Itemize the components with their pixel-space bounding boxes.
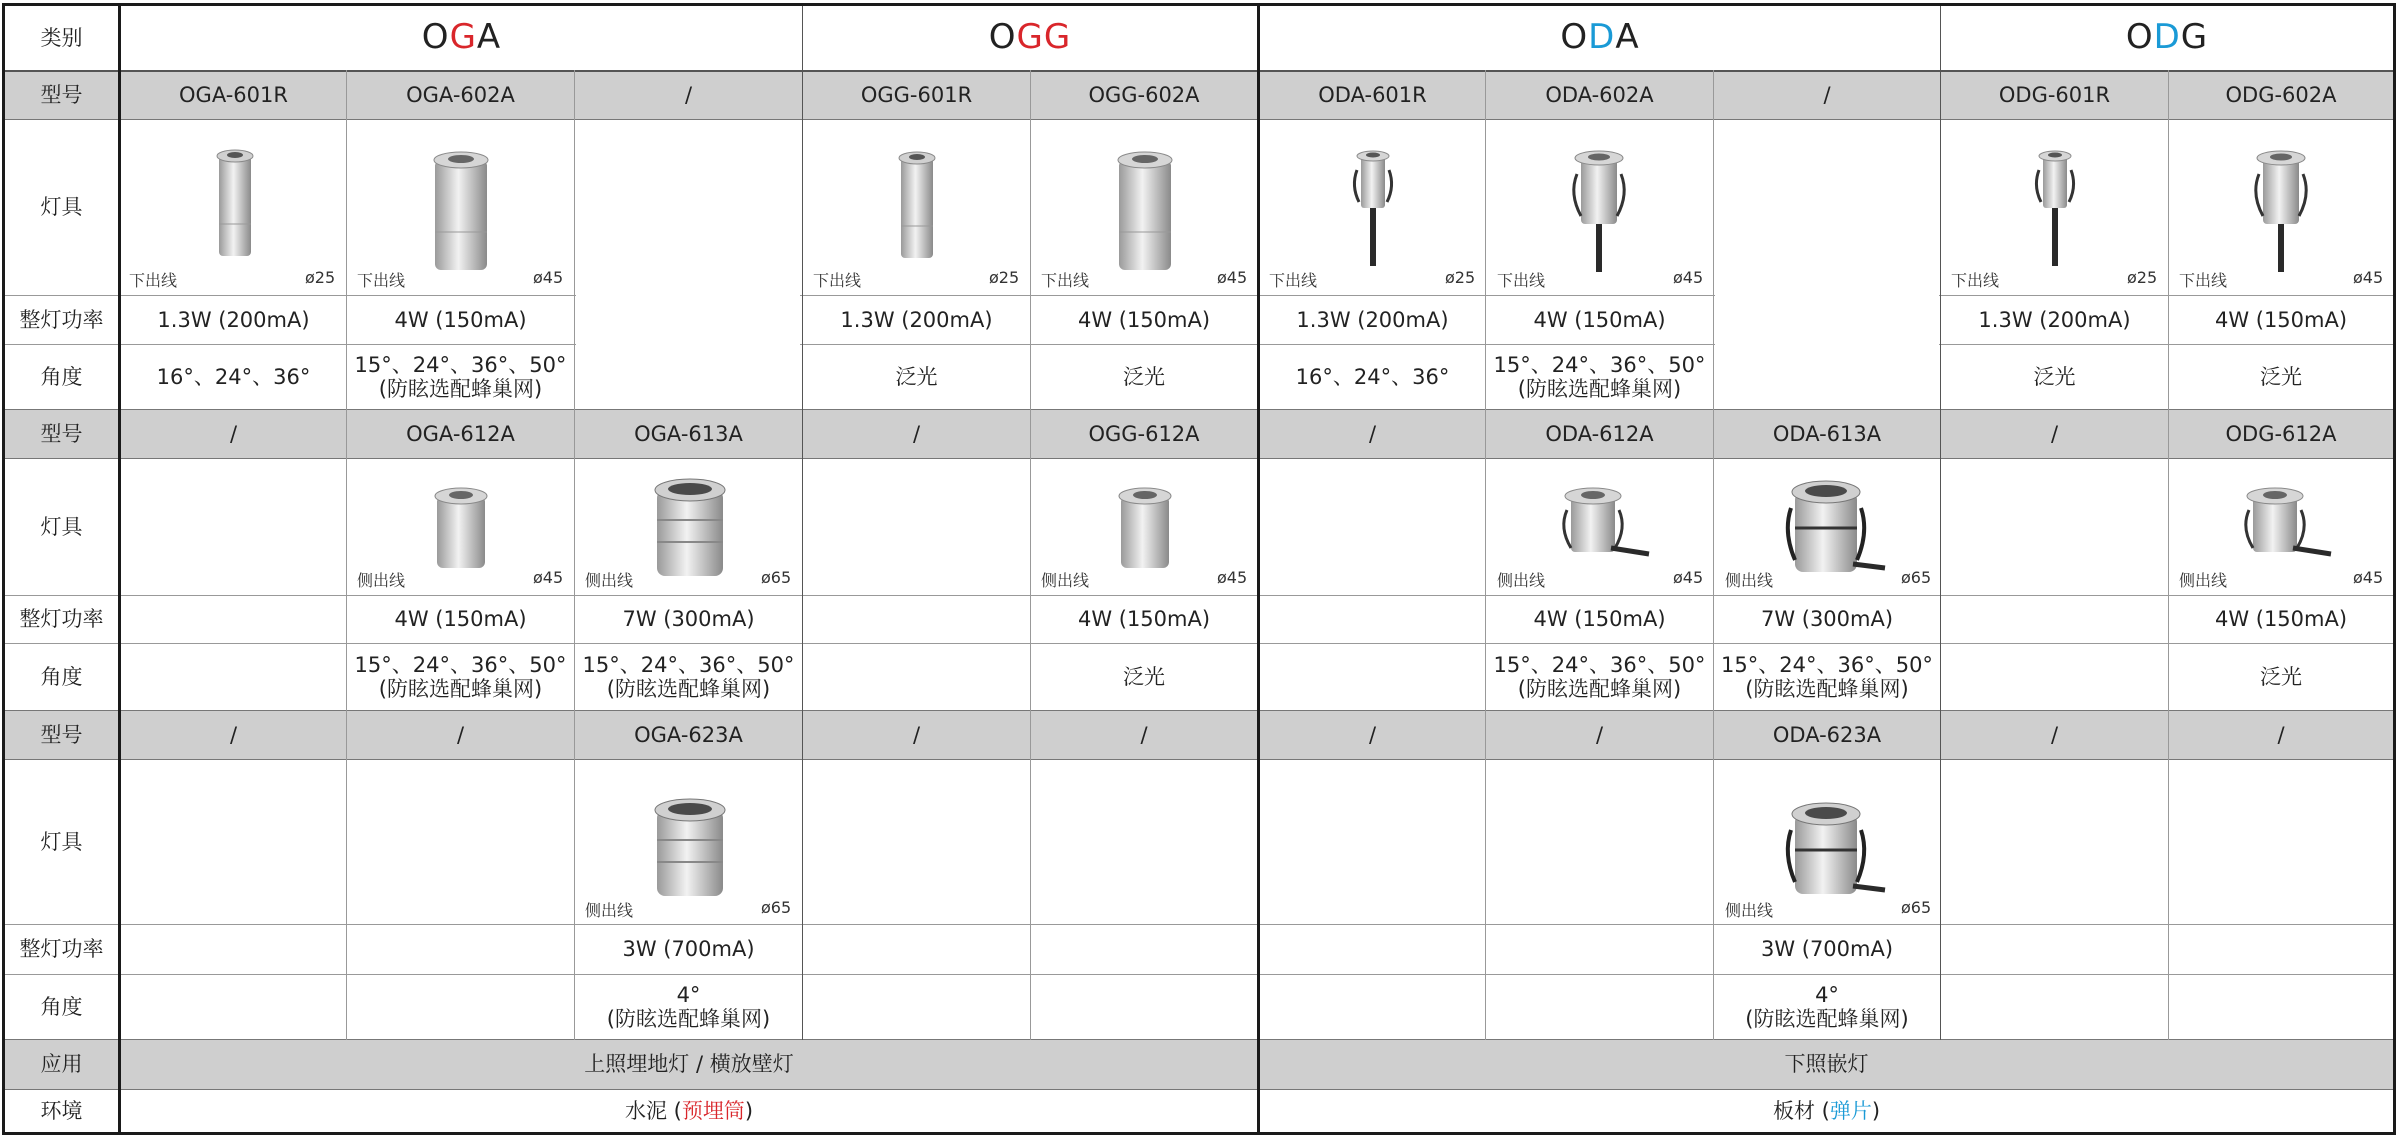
angle-cell: 15°、24°、36°、50° (防眩选配蜂巢网) <box>1721 652 1933 701</box>
angle-cell: 泛光 <box>895 364 938 389</box>
model-cell: ODA-612A <box>1545 421 1654 446</box>
power-cell: 7W (300mA) <box>1760 607 1894 632</box>
model-cell: / <box>1823 83 1831 108</box>
fixture-image <box>1105 146 1185 276</box>
fixture-image <box>1559 146 1639 276</box>
brand-oda: O D A <box>1560 17 1640 58</box>
diameter-label: ø65 <box>761 898 792 917</box>
environment-right: 板材 ( 弹片 ) <box>1772 1098 1881 1123</box>
label-angle: 角度 <box>40 664 83 689</box>
angle-cell: 15°、24°、36°、50° (防眩选配蜂巢网) <box>1493 652 1706 701</box>
outlet-label: 侧出线 <box>1725 901 1774 920</box>
brand-oga: O G A <box>421 17 502 58</box>
label-category: 类别 <box>40 25 83 50</box>
model-cell: / <box>229 722 238 747</box>
diameter-label: ø25 <box>1445 268 1476 287</box>
diameter-label: ø25 <box>989 268 1020 287</box>
application-right: 下照嵌灯 <box>1784 1052 1869 1077</box>
model-cell: OGA-623A <box>634 722 743 747</box>
diameter-label: ø65 <box>761 568 792 587</box>
label-angle: 角度 <box>40 364 83 389</box>
fixture-image <box>205 144 265 264</box>
model-cell: / <box>684 83 693 108</box>
model-cell: OGA-602A <box>406 83 515 108</box>
fixture-image <box>1779 800 1889 904</box>
outlet-label: 侧出线 <box>585 571 634 590</box>
model-cell: / <box>1595 722 1604 747</box>
angle-cell: 泛光 <box>2033 364 2076 389</box>
angle-cell: 15°、24°、36°、50° (防眩选配蜂巢网) <box>354 652 567 701</box>
outlet-label: 侧出线 <box>2179 571 2228 590</box>
outlet-label: 侧出线 <box>1041 571 1090 590</box>
power-cell: 4W (150mA) <box>1077 607 1211 632</box>
model-cell: / <box>229 421 238 446</box>
outlet-label: 下出线 <box>1269 271 1318 290</box>
angle-cell: 15°、24°、36°、50° (防眩选配蜂巢网) <box>1493 352 1706 401</box>
diameter-label: ø25 <box>2127 268 2158 287</box>
angle-cell: 4° (防眩选配蜂巢网) <box>606 982 771 1031</box>
outlet-label: 下出线 <box>1041 271 1090 290</box>
fixture-image <box>421 146 501 276</box>
diameter-label: ø45 <box>533 268 564 287</box>
power-cell: 4W (150mA) <box>394 307 527 332</box>
diameter-label: ø45 <box>1673 268 1704 287</box>
diameter-label: ø25 <box>305 268 336 287</box>
model-cell: OGG-602A <box>1088 83 1200 108</box>
label-fixture: 灯具 <box>40 514 83 539</box>
model-cell: OGG-612A <box>1088 421 1200 446</box>
fixture-image <box>2023 146 2087 270</box>
outlet-label: 侧出线 <box>585 901 634 920</box>
power-cell: 3W (700mA) <box>622 937 755 962</box>
outlet-label: 下出线 <box>129 271 178 290</box>
power-cell: 4W (150mA) <box>394 607 527 632</box>
label-application: 应用 <box>40 1052 83 1077</box>
label-power: 整灯功率 <box>19 607 104 632</box>
diameter-label: ø45 <box>1673 568 1704 587</box>
angle-cell: 15°、24°、36°、50° (防眩选配蜂巢网) <box>582 652 795 701</box>
fixture-image <box>645 796 735 902</box>
label-fixture: 灯具 <box>40 195 83 220</box>
spec-table <box>2 3 2396 1135</box>
power-cell: 1.3W (200mA) <box>840 307 993 332</box>
angle-cell: 泛光 <box>1123 364 1165 389</box>
label-environment: 环境 <box>40 1098 83 1123</box>
angle-cell: 泛光 <box>1123 664 1165 689</box>
fixture-image <box>1341 146 1405 270</box>
power-cell: 4W (150mA) <box>1533 607 1666 632</box>
model-cell: OGA-601R <box>179 83 288 108</box>
diameter-label: ø45 <box>1217 568 1248 587</box>
diameter-label: ø65 <box>1901 898 1932 917</box>
model-cell: / <box>912 421 921 446</box>
diameter-label: ø45 <box>533 568 564 587</box>
fixture-image <box>421 484 501 574</box>
outlet-label: 下出线 <box>1951 271 2000 290</box>
label-angle: 角度 <box>40 994 83 1019</box>
model-cell: ODA-601R <box>1318 83 1427 108</box>
power-cell: 4W (150mA) <box>1533 307 1666 332</box>
label-power: 整灯功率 <box>19 937 104 962</box>
outlet-label: 侧出线 <box>357 571 406 590</box>
model-cell: OGG-601R <box>860 83 973 108</box>
fixture-image <box>645 476 735 582</box>
angle-cell: 16°、24°、36° <box>1295 364 1450 389</box>
power-cell: 4W (150mA) <box>2214 607 2348 632</box>
model-cell: / <box>2277 722 2285 747</box>
power-cell: 4W (150mA) <box>1077 307 1211 332</box>
model-cell: OGA-613A <box>634 421 743 446</box>
model-cell: ODG-612A <box>2225 421 2337 446</box>
power-cell: 4W (150mA) <box>2214 307 2348 332</box>
model-cell: / <box>1368 421 1377 446</box>
label-power: 整灯功率 <box>19 307 104 332</box>
fixture-image <box>1105 484 1185 574</box>
model-cell: / <box>2050 421 2059 446</box>
model-cell: / <box>2050 722 2059 747</box>
diameter-label: ø45 <box>2353 568 2384 587</box>
angle-cell: 16°、24°、36° <box>156 364 311 389</box>
angle-cell: 泛光 <box>2260 664 2302 689</box>
fixture-image <box>1779 478 1889 582</box>
model-cell: OGA-612A <box>406 421 515 446</box>
diameter-label: ø45 <box>1217 268 1248 287</box>
fixture-image <box>1549 484 1653 574</box>
diameter-label: ø45 <box>2353 268 2384 287</box>
model-cell: ODA-623A <box>1772 722 1882 747</box>
model-cell: ODA-613A <box>1772 421 1882 446</box>
power-cell: 3W (700mA) <box>1760 937 1894 962</box>
angle-cell: 15°、24°、36°、50° (防眩选配蜂巢网) <box>354 352 567 401</box>
power-cell: 1.3W (200mA) <box>157 307 310 332</box>
model-cell: / <box>1368 722 1377 747</box>
fixture-image <box>2231 484 2335 574</box>
angle-cell: 4° (防眩选配蜂巢网) <box>1745 982 1909 1031</box>
outlet-label: 侧出线 <box>1725 571 1774 590</box>
outlet-label: 下出线 <box>357 271 406 290</box>
fixture-image <box>2241 146 2321 276</box>
fixture-image <box>887 146 947 266</box>
outlet-label: 下出线 <box>2179 271 2228 290</box>
environment-left: 水泥 ( 预埋筒 ) <box>624 1098 754 1123</box>
model-cell: / <box>912 722 921 747</box>
label-model: 型号 <box>40 722 83 747</box>
model-cell: ODA-602A <box>1545 83 1654 108</box>
outlet-label: 下出线 <box>813 271 862 290</box>
brand-ogg: O G G <box>988 17 1072 58</box>
outlet-label: 下出线 <box>1497 271 1546 290</box>
model-cell: / <box>1140 722 1148 747</box>
outlet-label: 侧出线 <box>1497 571 1546 590</box>
model-cell: ODG-602A <box>2225 83 2337 108</box>
model-cell: ODG-601R <box>1998 83 2111 108</box>
angle-cell: 泛光 <box>2260 364 2302 389</box>
brand-odg: O D G <box>2125 17 2209 58</box>
application-left: 上照埋地灯 / 横放壁灯 <box>584 1052 794 1077</box>
label-model: 型号 <box>40 421 83 446</box>
power-cell: 1.3W (200mA) <box>1296 307 1449 332</box>
label-model: 型号 <box>40 83 83 108</box>
model-cell: / <box>456 722 465 747</box>
power-cell: 7W (300mA) <box>622 607 755 632</box>
power-cell: 1.3W (200mA) <box>1978 307 2131 332</box>
label-fixture: 灯具 <box>40 829 83 854</box>
diameter-label: ø65 <box>1901 568 1932 587</box>
